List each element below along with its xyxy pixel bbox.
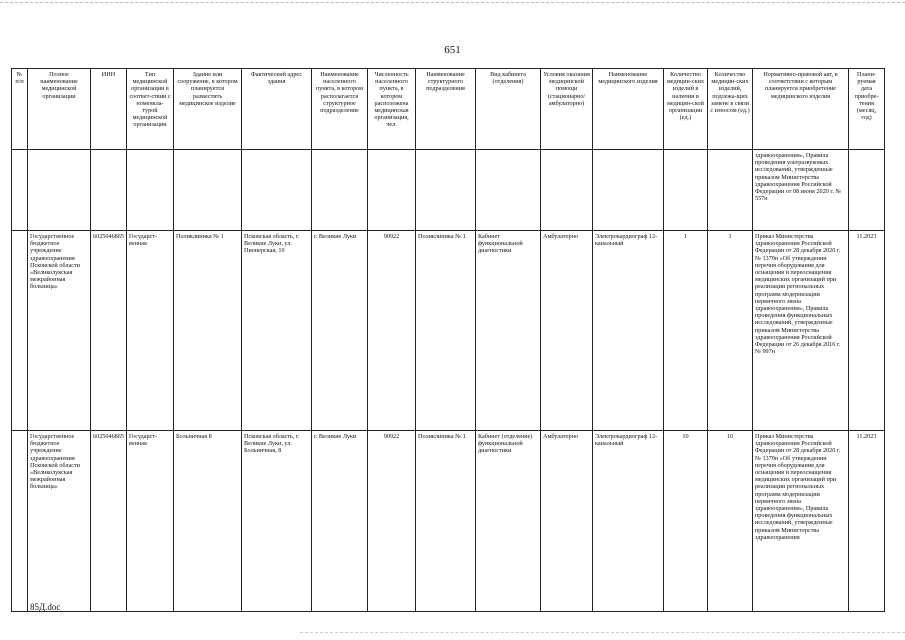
- table-header-row: [12, 69, 885, 150]
- scan-edge-bottom: [300, 632, 905, 637]
- header-num: № п/п: [12, 69, 28, 150]
- cell-act: Приказ Министерства здравоохранения Российской Федерации от 28 декабря 2020 г. № 1379н «Об утверждении перечня оборудования для оснащения и переоснащения медицинских организаций при реализации региональных программ модернизации первичного звена здравоохранения», Правила проведения функциональных исследований, утвержденные приказом Министерства здравоохранения: [753, 431, 849, 612]
- cell-address: Псковская область, г. Великие Луки, ул. Больничная, 8: [242, 431, 312, 612]
- cell-date: 11.2023: [849, 231, 885, 431]
- cell-qty-replace: 1: [708, 231, 753, 431]
- cell-inn: 6025046865: [91, 231, 127, 431]
- cell-date: 11.2023: [849, 431, 885, 612]
- cell-type: Государст-венная: [127, 431, 174, 612]
- scan-edge-top: [0, 2, 905, 7]
- header-org: Полное наименование медицинской организации: [28, 69, 91, 150]
- cell-conditions: Амбулаторно: [541, 431, 593, 612]
- table-row: [12, 231, 885, 431]
- header-cabinet: Вид кабинета (отделения): [476, 69, 541, 150]
- cell-building: Поликлиника № 1: [174, 231, 242, 431]
- equipment-table: [11, 68, 885, 612]
- continuation-act-text: здравоохранения», Правила проведения ультразвуковых исследований, утвержденные приказом Министерства здравоохранения Российской Федерации от 08 июня 2020 г. № 557н: [753, 150, 849, 231]
- cell-act: Приказ Министерства здравоохранения Российской Федерации от 28 декабря 2020 г. № 1379н «Об утверждении перечня оборудования для оснащения и переоснащения медицинских организаций при реализации региональных программ модернизации первичного звена здравоохранения», Правила проведения функциональных исследований, утвержденные приказом Министерства здравоохранения Российской Федерации от 26 декабря 2016 г. № 997н: [753, 231, 849, 431]
- cell-org: Государственное бюджетное учреждение здравоохранения Псковской области «Великолукская межрайонная больница»: [28, 431, 91, 612]
- cell-settlement: г. Великие Луки: [312, 231, 368, 431]
- page-number: 651: [444, 44, 461, 56]
- cell-unit: Поликлиника № 1: [416, 231, 476, 431]
- table-row-continuation: [12, 150, 885, 231]
- header-inn: ИНН: [91, 69, 127, 150]
- header-address: Фактический адрес здания: [242, 69, 312, 150]
- header-conditions: Условия оказания медицинской помощи (стационарно/ амбулаторно): [541, 69, 593, 150]
- cell-type: Государст-венная: [127, 231, 174, 431]
- cell-qty-replace: 10: [708, 431, 753, 612]
- header-unit: Наименование структурного подразделения: [416, 69, 476, 150]
- cell-unit: Поликлиника № 1: [416, 431, 476, 612]
- cell-population: 90922: [368, 431, 416, 612]
- cell-building: Больничная 8: [174, 431, 242, 612]
- cell-settlement: г. Великие Луки: [312, 431, 368, 612]
- header-date: Плани-руемая дата приобре-тения (месяц, год): [849, 69, 885, 150]
- header-type: Тип медицинской организации в соответ-ствии с номенкла-турой медицинской организации: [127, 69, 174, 150]
- header-qty-available: Количество медицин-ских изделий в наличии в медицин-ской организации (ед.): [664, 69, 708, 150]
- cell-inn: 6025046865: [91, 431, 127, 612]
- cell-org: Государственное бюджетное учреждение здравоохранения Псковской области «Великолукская межрайонная больница»: [28, 231, 91, 431]
- header-qty-replace: Количество медицин-ских изделий, подлежа-щих замене в связи с износом (ед.): [708, 69, 753, 150]
- cell-device: Электрокардиограф 12-канальный: [593, 431, 664, 612]
- header-act: Нормативно-правовой акт, в соответствии с которым планируется приобретение медицинского изделия: [753, 69, 849, 150]
- cell-qty-available: 1: [664, 231, 708, 431]
- cell-population: 90922: [368, 231, 416, 431]
- header-population: Численность населенного пункта, в котором расположена медицинская организация, чел.: [368, 69, 416, 150]
- cell-num: [12, 231, 28, 431]
- header-building: Здание или сооружение, в котором планируется разместить медицинское изделие: [174, 69, 242, 150]
- header-device: Наименование медицинского изделия: [593, 69, 664, 150]
- table-row: [12, 431, 885, 612]
- cell-num: [12, 431, 28, 612]
- cell-cabinet: Кабинет (отделение) функциональной диагностики: [476, 431, 541, 612]
- cell-address: Псковская область, г. Великие Луки, ул. Пионерская, 10: [242, 231, 312, 431]
- cell-qty-available: 10: [664, 431, 708, 612]
- footer-filename: 85Д.doc: [30, 602, 61, 612]
- cell-cabinet: Кабинет функциональной диагностики: [476, 231, 541, 431]
- cell-device: Электрокардиограф 12-канальный: [593, 231, 664, 431]
- header-settlement: Наименование населенного пункта, в котором располагается структурное подразделение: [312, 69, 368, 150]
- cell-conditions: Амбулаторно: [541, 231, 593, 431]
